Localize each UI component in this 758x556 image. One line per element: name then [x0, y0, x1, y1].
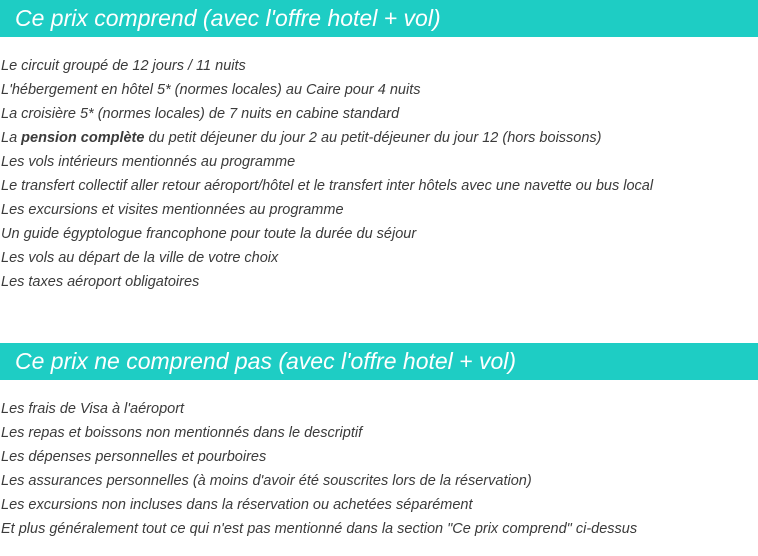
excluded-section-title: Ce prix ne comprend pas (avec l'offre hotel + vol) — [15, 348, 517, 374]
list-item: Les dépenses personnelles et pourboires — [1, 449, 267, 465]
list-item: La croisière 5* (normes locales) de 7 nuits en cabine standard — [1, 106, 400, 122]
list-item: Les excursions et visites mentionnées au programme — [1, 202, 344, 218]
list-item: Un guide égyptologue francophone pour toute la durée du séjour — [1, 226, 417, 242]
list-item-emphasis: pension complète — [21, 130, 145, 146]
list-item: Les taxes aéroport obligatoires — [1, 274, 200, 290]
included-items-list — [0, 54, 653, 294]
included-section-header — [0, 0, 758, 37]
list-item: Les assurances personnelles (à moins d'avoir été souscrites lors de la réservation) — [1, 473, 532, 489]
excluded-section-header — [0, 343, 758, 380]
list-item: Les vols intérieurs mentionnés au programme — [1, 154, 296, 170]
list-item: L'hébergement en hôtel 5* (normes locales) au Caire pour 4 nuits — [1, 82, 421, 98]
list-item: Les frais de Visa à l'aéroport — [1, 401, 185, 417]
list-item-prefix: La — [1, 130, 22, 146]
included-section-title: Ce prix comprend (avec l'offre hotel + vol) — [15, 5, 441, 31]
list-item: Les excursions non incluses dans la réservation ou achetées séparément — [1, 497, 473, 513]
excluded-items-list — [0, 397, 637, 541]
list-item: Les repas et boissons non mentionnés dans le descriptif — [1, 425, 363, 441]
list-item: Le transfert collectif aller retour aéroport/hôtel et le transfert inter hôtels avec une navette ou bus local — [1, 178, 654, 194]
list-item-suffix: du petit déjeuner du jour 2 au petit-déjeuner du jour 12 (hors boissons) — [144, 130, 602, 146]
list-item: Le circuit groupé de 12 jours / 11 nuits — [1, 58, 246, 74]
list-item: Les vols au départ de la ville de votre choix — [1, 250, 279, 266]
list-item — [0, 126, 653, 150]
list-item: Et plus généralement tout ce qui n'est pas mentionné dans la section "Ce prix comprend" ci-dessus — [1, 521, 638, 537]
